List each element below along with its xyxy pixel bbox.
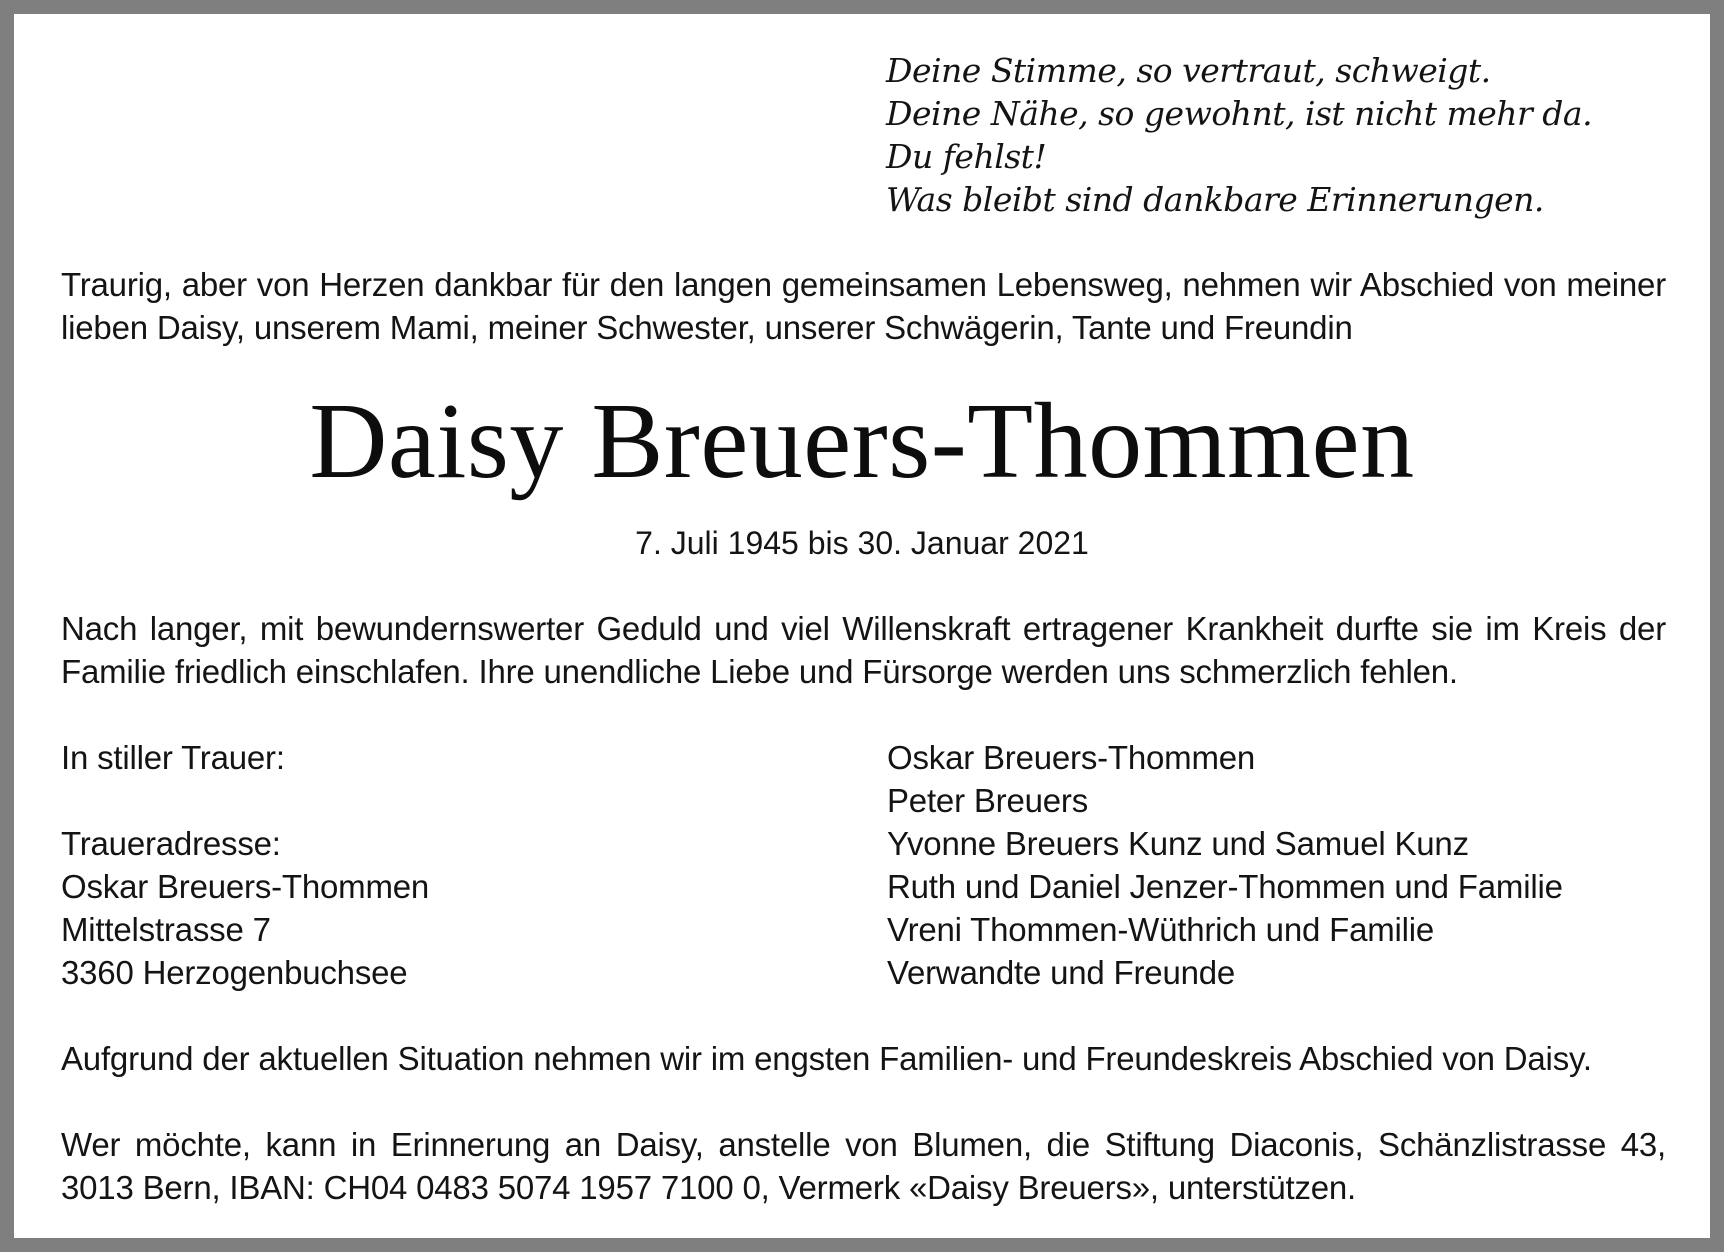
deceased-name: Daisy Breuers-Thommen bbox=[309, 382, 1415, 501]
illness-line: Nach langer, mit bewundernswerter Geduld und viel Willenskraft ertragener Krankheit durfte sie im Kreis der bbox=[61, 610, 1666, 647]
poem-line: Du fehlst! bbox=[886, 137, 1047, 176]
intro-line: Traurig, aber von Herzen dankbar für den langen gemeinsamen Lebensweg, nehmen wir Abschied von meiner bbox=[61, 266, 1666, 303]
mourner-item: Peter Breuers bbox=[887, 782, 1088, 819]
life-dates: 7. Juli 1945 bis 30. Januar 2021 bbox=[635, 525, 1089, 561]
address-line: Oskar Breuers-Thommen bbox=[61, 868, 430, 905]
farewell-note: Aufgrund der aktuellen Situation nehmen wir im engsten Familien- und Freundeskreis Abschied von Daisy. bbox=[61, 1040, 1592, 1077]
poem-line: Deine Stimme, so vertraut, schweigt. bbox=[886, 51, 1491, 90]
mourner-item: Yvonne Breuers Kunz und Samuel Kunz bbox=[887, 825, 1469, 862]
poem-line: Was bleibt sind dankbare Erinnerungen. bbox=[886, 180, 1544, 219]
poem-line: Deine Nähe, so gewohnt, ist nicht mehr da. bbox=[886, 94, 1593, 133]
mourner-item: Oskar Breuers-Thommen bbox=[887, 739, 1256, 776]
mourner-item: Verwandte und Freunde bbox=[887, 954, 1236, 991]
address-label: Traueradresse: bbox=[61, 825, 281, 862]
address-line: 3360 Herzogenbuchsee bbox=[61, 954, 408, 991]
illness-line: Familie friedlich einschlafen. Ihre unendliche Liebe und Fürsorge werden uns schmerzlich fehlen. bbox=[61, 653, 1458, 690]
address-line: Mittelstrasse 7 bbox=[61, 911, 271, 948]
donation-line: 3013 Bern, IBAN: CH04 0483 5074 1957 7100 0, Vermerk «Daisy Breuers», unterstützen. bbox=[61, 1169, 1357, 1206]
mourner-item: Vreni Thommen-Wüthrich und Familie bbox=[887, 911, 1435, 948]
mourning-label: In stiller Trauer: bbox=[61, 739, 285, 776]
mourner-item: Ruth und Daniel Jenzer-Thommen und Familie bbox=[887, 868, 1563, 905]
donation-line: Wer möchte, kann in Erinnerung an Daisy, anstelle von Blumen, die Stiftung Diaconis, Schänzlistrasse 43, bbox=[61, 1126, 1666, 1163]
intro-line: lieben Daisy, unserem Mami, meiner Schwester, unserer Schwägerin, Tante und Freundin bbox=[61, 309, 1353, 346]
